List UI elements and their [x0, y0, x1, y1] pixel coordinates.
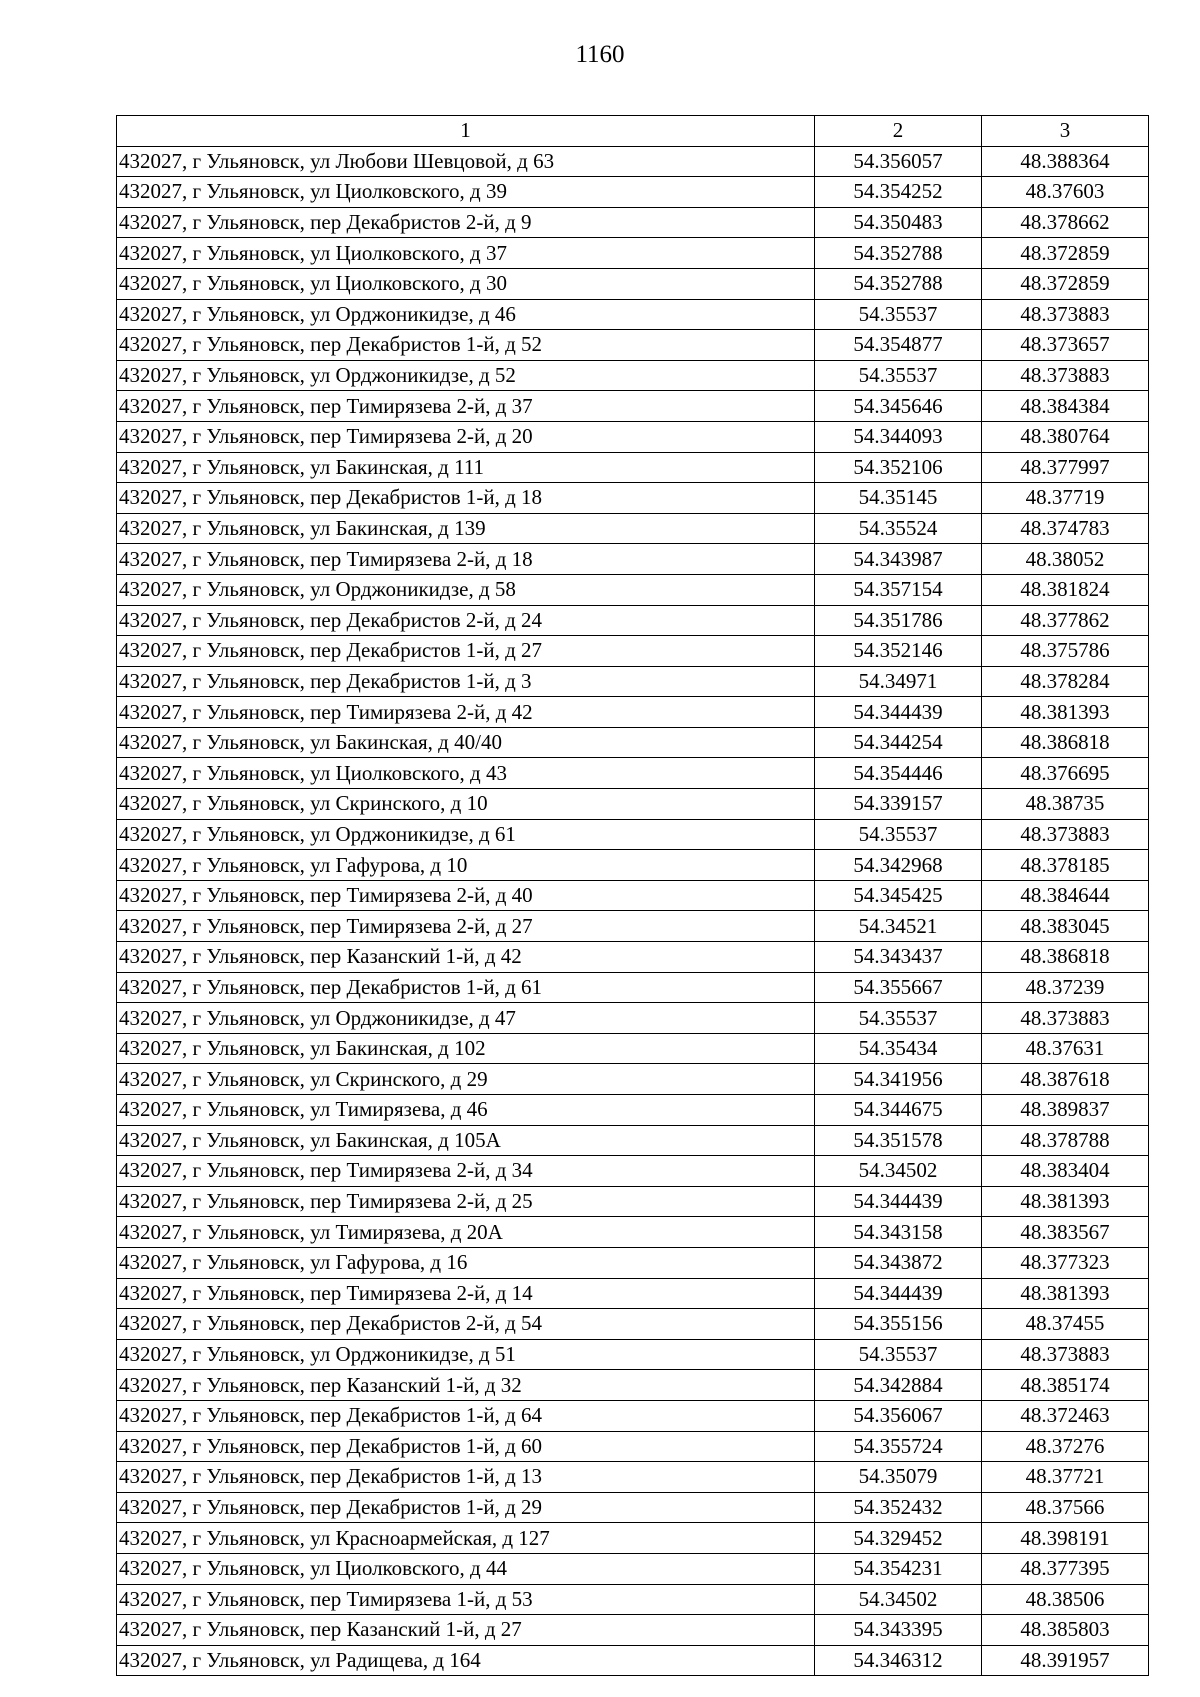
address-cell: 432027, г Ульяновск, пер Тимирязева 2-й, д 40 — [117, 880, 815, 911]
longitude-cell: 48.38506 — [982, 1584, 1149, 1615]
table-row — [117, 299, 1149, 330]
longitude-cell: 48.378284 — [982, 666, 1149, 697]
table-row — [117, 1095, 1149, 1126]
table-row — [117, 421, 1149, 452]
table-row — [117, 605, 1149, 636]
address-cell: 432027, г Ульяновск, ул Бакинская, д 105А — [117, 1125, 815, 1156]
table-row — [117, 330, 1149, 361]
latitude-cell: 54.344675 — [815, 1095, 982, 1126]
longitude-cell: 48.378788 — [982, 1125, 1149, 1156]
address-cell: 432027, г Ульяновск, ул Циолковского, д 30 — [117, 268, 815, 299]
address-cell: 432027, г Ульяновск, пер Декабристов 2-й, д 54 — [117, 1309, 815, 1340]
latitude-cell: 54.343395 — [815, 1615, 982, 1646]
latitude-cell: 54.343158 — [815, 1217, 982, 1248]
latitude-cell: 54.35537 — [815, 1339, 982, 1370]
table-row — [117, 666, 1149, 697]
table-row — [117, 177, 1149, 208]
table-row — [117, 1003, 1149, 1034]
table-row — [117, 1553, 1149, 1584]
latitude-cell: 54.344093 — [815, 421, 982, 452]
latitude-cell: 54.346312 — [815, 1645, 982, 1676]
address-cell: 432027, г Ульяновск, ул Орджоникидзе, д 47 — [117, 1003, 815, 1034]
address-cell: 432027, г Ульяновск, пер Декабристов 2-й, д 9 — [117, 207, 815, 238]
longitude-cell: 48.385174 — [982, 1370, 1149, 1401]
longitude-cell: 48.374783 — [982, 513, 1149, 544]
longitude-cell: 48.398191 — [982, 1523, 1149, 1554]
latitude-cell: 54.34502 — [815, 1156, 982, 1187]
address-cell: 432027, г Ульяновск, пер Декабристов 1-й, д 3 — [117, 666, 815, 697]
longitude-cell: 48.386818 — [982, 727, 1149, 758]
latitude-cell: 54.35524 — [815, 513, 982, 544]
address-cell: 432027, г Ульяновск, ул Орджоникидзе, д 58 — [117, 574, 815, 605]
column-header-3: 3 — [982, 116, 1149, 147]
longitude-cell: 48.37239 — [982, 972, 1149, 1003]
table-row — [117, 513, 1149, 544]
table-row — [117, 972, 1149, 1003]
latitude-cell: 54.357154 — [815, 574, 982, 605]
table-row — [117, 1523, 1149, 1554]
longitude-cell: 48.373657 — [982, 330, 1149, 361]
address-cell: 432027, г Ульяновск, пер Декабристов 1-й, д 13 — [117, 1462, 815, 1493]
longitude-cell: 48.37631 — [982, 1033, 1149, 1064]
table-row — [117, 789, 1149, 820]
longitude-cell: 48.384644 — [982, 880, 1149, 911]
table-row — [117, 1309, 1149, 1340]
address-cell: 432027, г Ульяновск, ул Радищева, д 164 — [117, 1645, 815, 1676]
latitude-cell: 54.356057 — [815, 146, 982, 177]
address-cell: 432027, г Ульяновск, ул Скринского, д 29 — [117, 1064, 815, 1095]
longitude-cell: 48.372859 — [982, 238, 1149, 269]
address-cell: 432027, г Ульяновск, ул Орджоникидзе, д 61 — [117, 819, 815, 850]
longitude-cell: 48.375786 — [982, 636, 1149, 667]
latitude-cell: 54.342968 — [815, 850, 982, 881]
latitude-cell: 54.345646 — [815, 391, 982, 422]
table-row — [117, 360, 1149, 391]
longitude-cell: 48.373883 — [982, 819, 1149, 850]
latitude-cell: 54.339157 — [815, 789, 982, 820]
latitude-cell: 54.352146 — [815, 636, 982, 667]
address-cell: 432027, г Ульяновск, ул Циолковского, д 44 — [117, 1553, 815, 1584]
longitude-cell: 48.373883 — [982, 360, 1149, 391]
latitude-cell: 54.343872 — [815, 1247, 982, 1278]
longitude-cell: 48.377395 — [982, 1553, 1149, 1584]
address-cell: 432027, г Ульяновск, ул Бакинская, д 40/40 — [117, 727, 815, 758]
address-cell: 432027, г Ульяновск, пер Декабристов 1-й, д 52 — [117, 330, 815, 361]
table-row — [117, 1278, 1149, 1309]
longitude-cell: 48.386818 — [982, 942, 1149, 973]
latitude-cell: 54.35537 — [815, 299, 982, 330]
latitude-cell: 54.35537 — [815, 360, 982, 391]
address-cell: 432027, г Ульяновск, ул Любови Шевцовой, д 63 — [117, 146, 815, 177]
longitude-cell: 48.378662 — [982, 207, 1149, 238]
address-cell: 432027, г Ульяновск, ул Циолковского, д 37 — [117, 238, 815, 269]
address-cell: 432027, г Ульяновск, пер Казанский 1-й, д 32 — [117, 1370, 815, 1401]
longitude-cell: 48.376695 — [982, 758, 1149, 789]
latitude-cell: 54.34502 — [815, 1584, 982, 1615]
address-cell: 432027, г Ульяновск, ул Красноармейская, д 127 — [117, 1523, 815, 1554]
address-cell: 432027, г Ульяновск, пер Декабристов 1-й, д 27 — [117, 636, 815, 667]
table-row — [117, 483, 1149, 514]
longitude-cell: 48.381393 — [982, 697, 1149, 728]
latitude-cell: 54.35537 — [815, 1003, 982, 1034]
address-cell: 432027, г Ульяновск, пер Тимирязева 2-й, д 20 — [117, 421, 815, 452]
table-row — [117, 1064, 1149, 1095]
address-cell: 432027, г Ульяновск, ул Бакинская, д 102 — [117, 1033, 815, 1064]
latitude-cell: 54.352106 — [815, 452, 982, 483]
address-cell: 432027, г Ульяновск, пер Декабристов 2-й, д 24 — [117, 605, 815, 636]
table-row — [117, 880, 1149, 911]
table-row — [117, 391, 1149, 422]
longitude-cell: 48.37603 — [982, 177, 1149, 208]
latitude-cell: 54.354877 — [815, 330, 982, 361]
longitude-cell: 48.384384 — [982, 391, 1149, 422]
address-cell: 432027, г Ульяновск, пер Тимирязева 2-й, д 18 — [117, 544, 815, 575]
latitude-cell: 54.344254 — [815, 727, 982, 758]
latitude-cell: 54.35079 — [815, 1462, 982, 1493]
address-cell: 432027, г Ульяновск, пер Тимирязева 2-й, д 42 — [117, 697, 815, 728]
table-row — [117, 1615, 1149, 1646]
latitude-cell: 54.351786 — [815, 605, 982, 636]
latitude-cell: 54.355156 — [815, 1309, 982, 1340]
table-row — [117, 544, 1149, 575]
address-cell: 432027, г Ульяновск, пер Тимирязева 2-й, д 25 — [117, 1186, 815, 1217]
address-coordinates-table — [116, 115, 1149, 1676]
table-row — [117, 1584, 1149, 1615]
latitude-cell: 54.344439 — [815, 1278, 982, 1309]
latitude-cell: 54.354231 — [815, 1553, 982, 1584]
latitude-cell: 54.354252 — [815, 177, 982, 208]
address-cell: 432027, г Ульяновск, пер Декабристов 1-й, д 60 — [117, 1431, 815, 1462]
longitude-cell: 48.372463 — [982, 1400, 1149, 1431]
longitude-cell: 48.391957 — [982, 1645, 1149, 1676]
table-row — [117, 942, 1149, 973]
table-row — [117, 1217, 1149, 1248]
latitude-cell: 54.329452 — [815, 1523, 982, 1554]
table-row — [117, 1645, 1149, 1676]
latitude-cell: 54.35537 — [815, 819, 982, 850]
address-cell: 432027, г Ульяновск, ул Бакинская, д 139 — [117, 513, 815, 544]
longitude-cell: 48.383567 — [982, 1217, 1149, 1248]
latitude-cell: 54.351578 — [815, 1125, 982, 1156]
longitude-cell: 48.37566 — [982, 1492, 1149, 1523]
address-cell: 432027, г Ульяновск, пер Казанский 1-й, д 42 — [117, 942, 815, 973]
address-cell: 432027, г Ульяновск, пер Декабристов 1-й, д 18 — [117, 483, 815, 514]
longitude-cell: 48.37721 — [982, 1462, 1149, 1493]
latitude-cell: 54.35434 — [815, 1033, 982, 1064]
address-cell: 432027, г Ульяновск, пер Тимирязева 2-й, д 34 — [117, 1156, 815, 1187]
table-body — [117, 146, 1149, 1676]
table-row — [117, 268, 1149, 299]
longitude-cell: 48.38052 — [982, 544, 1149, 575]
table-row — [117, 574, 1149, 605]
table-row — [117, 1431, 1149, 1462]
address-cell: 432027, г Ульяновск, пер Тимирязева 2-й, д 27 — [117, 911, 815, 942]
address-cell: 432027, г Ульяновск, ул Орджоникидзе, д 46 — [117, 299, 815, 330]
table-row — [117, 1339, 1149, 1370]
table-row — [117, 819, 1149, 850]
longitude-cell: 48.378185 — [982, 850, 1149, 881]
latitude-cell: 54.356067 — [815, 1400, 982, 1431]
table-row — [117, 146, 1149, 177]
table-row — [117, 1247, 1149, 1278]
longitude-cell: 48.388364 — [982, 146, 1149, 177]
table-row — [117, 1400, 1149, 1431]
latitude-cell: 54.344439 — [815, 697, 982, 728]
longitude-cell: 48.372859 — [982, 268, 1149, 299]
latitude-cell: 54.355724 — [815, 1431, 982, 1462]
table-row — [117, 1370, 1149, 1401]
address-cell: 432027, г Ульяновск, пер Декабристов 1-й, д 64 — [117, 1400, 815, 1431]
table-row — [117, 636, 1149, 667]
address-cell: 432027, г Ульяновск, пер Тимирязева 2-й, д 14 — [117, 1278, 815, 1309]
address-cell: 432027, г Ульяновск, пер Казанский 1-й, д 27 — [117, 1615, 815, 1646]
latitude-cell: 54.34521 — [815, 911, 982, 942]
longitude-cell: 48.373883 — [982, 1339, 1149, 1370]
longitude-cell: 48.380764 — [982, 421, 1149, 452]
latitude-cell: 54.343437 — [815, 942, 982, 973]
longitude-cell: 48.381824 — [982, 574, 1149, 605]
latitude-cell: 54.352432 — [815, 1492, 982, 1523]
page-number: 1160 — [575, 41, 625, 68]
address-cell: 432027, г Ульяновск, ул Бакинская, д 111 — [117, 452, 815, 483]
longitude-cell: 48.37719 — [982, 483, 1149, 514]
address-cell: 432027, г Ульяновск, пер Тимирязева 1-й, д 53 — [117, 1584, 815, 1615]
address-cell: 432027, г Ульяновск, ул Тимирязева, д 20А — [117, 1217, 815, 1248]
address-cell: 432027, г Ульяновск, пер Тимирязева 2-й, д 37 — [117, 391, 815, 422]
table-row — [117, 1186, 1149, 1217]
table-row — [117, 758, 1149, 789]
latitude-cell: 54.354446 — [815, 758, 982, 789]
longitude-cell: 48.37276 — [982, 1431, 1149, 1462]
table-row — [117, 1462, 1149, 1493]
longitude-cell: 48.377997 — [982, 452, 1149, 483]
address-cell: 432027, г Ульяновск, ул Гафурова, д 16 — [117, 1247, 815, 1278]
address-cell: 432027, г Ульяновск, пер Декабристов 1-й, д 61 — [117, 972, 815, 1003]
address-cell: 432027, г Ульяновск, ул Орджоникидзе, д 51 — [117, 1339, 815, 1370]
latitude-cell: 54.35145 — [815, 483, 982, 514]
table-row — [117, 911, 1149, 942]
longitude-cell: 48.377323 — [982, 1247, 1149, 1278]
table-row — [117, 207, 1149, 238]
table-row — [117, 697, 1149, 728]
longitude-cell: 48.37455 — [982, 1309, 1149, 1340]
longitude-cell: 48.383045 — [982, 911, 1149, 942]
address-cell: 432027, г Ульяновск, ул Скринского, д 10 — [117, 789, 815, 820]
address-cell: 432027, г Ульяновск, пер Декабристов 1-й, д 29 — [117, 1492, 815, 1523]
table-header — [117, 116, 1149, 147]
address-cell: 432027, г Ульяновск, ул Циолковского, д 39 — [117, 177, 815, 208]
column-header-2: 2 — [815, 116, 982, 147]
latitude-cell: 54.350483 — [815, 207, 982, 238]
latitude-cell: 54.345425 — [815, 880, 982, 911]
longitude-cell: 48.377862 — [982, 605, 1149, 636]
latitude-cell: 54.355667 — [815, 972, 982, 1003]
latitude-cell: 54.344439 — [815, 1186, 982, 1217]
longitude-cell: 48.381393 — [982, 1186, 1149, 1217]
latitude-cell: 54.352788 — [815, 268, 982, 299]
table-row — [117, 1492, 1149, 1523]
longitude-cell: 48.385803 — [982, 1615, 1149, 1646]
address-cell: 432027, г Ульяновск, ул Тимирязева, д 46 — [117, 1095, 815, 1126]
address-cell: 432027, г Ульяновск, ул Гафурова, д 10 — [117, 850, 815, 881]
longitude-cell: 48.383404 — [982, 1156, 1149, 1187]
latitude-cell: 54.34971 — [815, 666, 982, 697]
address-cell: 432027, г Ульяновск, ул Циолковского, д 43 — [117, 758, 815, 789]
longitude-cell: 48.373883 — [982, 1003, 1149, 1034]
longitude-cell: 48.387618 — [982, 1064, 1149, 1095]
table-row — [117, 1125, 1149, 1156]
latitude-cell: 54.343987 — [815, 544, 982, 575]
longitude-cell: 48.373883 — [982, 299, 1149, 330]
latitude-cell: 54.352788 — [815, 238, 982, 269]
longitude-cell: 48.38735 — [982, 789, 1149, 820]
column-header-1: 1 — [117, 116, 815, 147]
header-row — [117, 116, 1149, 147]
longitude-cell: 48.389837 — [982, 1095, 1149, 1126]
table-row — [117, 452, 1149, 483]
table-row — [117, 727, 1149, 758]
address-cell: 432027, г Ульяновск, ул Орджоникидзе, д 52 — [117, 360, 815, 391]
latitude-cell: 54.342884 — [815, 1370, 982, 1401]
latitude-cell: 54.341956 — [815, 1064, 982, 1095]
table-row — [117, 1156, 1149, 1187]
table-row — [117, 238, 1149, 269]
table-row — [117, 1033, 1149, 1064]
longitude-cell: 48.381393 — [982, 1278, 1149, 1309]
table-row — [117, 850, 1149, 881]
